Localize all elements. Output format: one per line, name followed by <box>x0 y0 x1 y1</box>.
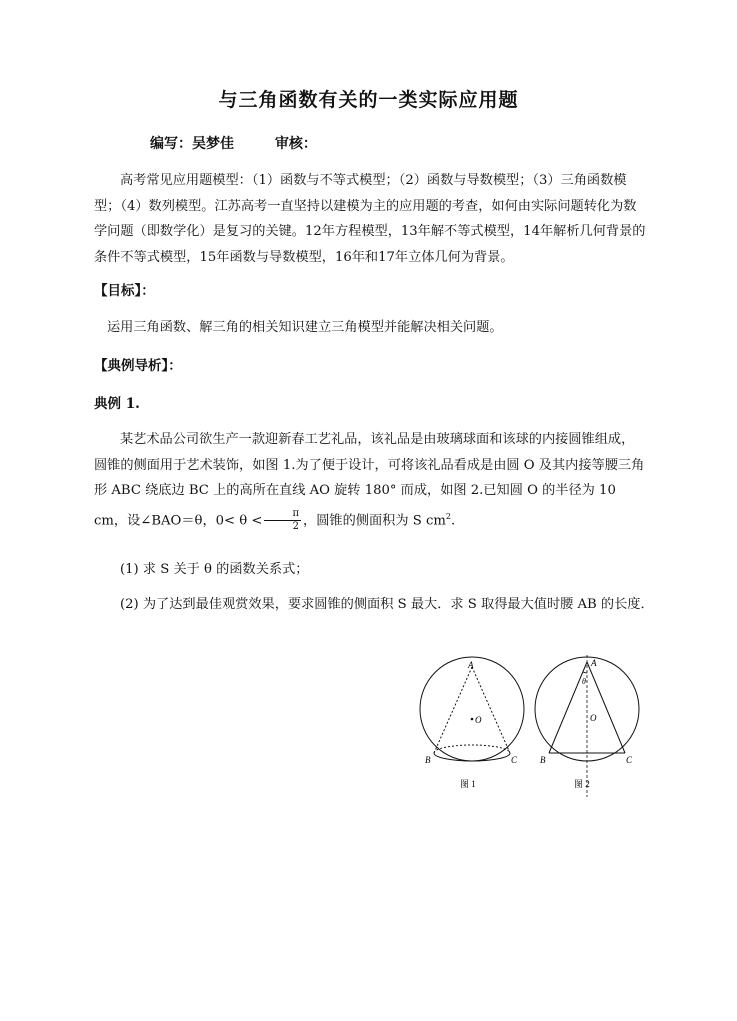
theta-arc <box>583 672 587 673</box>
label-o-2: O <box>590 713 597 723</box>
label-a-2: A <box>591 658 597 668</box>
goal-heading: 【目标】： <box>94 283 155 299</box>
intro-paragraph: 高考常见应用题模型：（1）函数与不等式模型；（2）函数与导数模型；（3）三角函数模型；（4）数列模型。江苏高考一直坚持以建模为主的应用题的考查，如何由实际问题转化为数学问题（即数学化）是复习的关键。12年方程模型，13年解不等式模型，14年解析几何背景的条件不等式模型，15年函数与导数模型，16年和17年立体几何为背景。 <box>94 173 646 265</box>
goal-text: 运用三角函数、解三角的相关知识建立三角模型并能解决相关问题。 <box>107 320 503 335</box>
fraction-denominator: 2 <box>292 520 299 532</box>
triangle-edge-ab <box>549 662 587 753</box>
superscript-two: 2 <box>445 511 451 521</box>
label-a-1: A <box>468 660 474 670</box>
pi-over-two-fraction <box>264 508 301 533</box>
figure-1 <box>420 657 524 789</box>
figure-2 <box>535 655 639 797</box>
label-o-1: O <box>475 715 482 725</box>
label-c-1: C <box>511 755 518 765</box>
example-problem <box>94 427 646 533</box>
label-b-1: B <box>425 755 431 765</box>
label-c-2: C <box>626 755 633 765</box>
cone-figures <box>412 652 652 802</box>
center-dot-1 <box>471 718 474 721</box>
author-line <box>150 133 353 153</box>
label-b-2: B <box>540 755 546 765</box>
question-2: (2) 为了达到最佳观赏效果，要求圆锥的侧面积 S 最大．求 S 取得最大值时腰 AB 的长度． <box>120 597 654 612</box>
page-title: 与三角函数有关的一类实际应用题 <box>218 89 519 111</box>
reviewer-label: 审核： <box>274 136 317 152</box>
writer-label: 编写：吴梦佳 <box>150 136 234 152</box>
cone-base-back <box>434 745 510 753</box>
question-1: (1) 求 S 关于 θ 的函数关系式； <box>120 562 309 577</box>
label-theta: θ <box>582 677 586 686</box>
fig1-caption: 图 1 <box>460 779 476 789</box>
cone-edge-ac-1 <box>472 667 510 753</box>
problem-text-end: . <box>450 512 456 528</box>
guide-heading: 【典例导析】： <box>94 358 182 374</box>
cone-edge-ab-1 <box>434 667 472 753</box>
problem-text: 某艺术品公司欲生产一款迎新春工艺礼品，该礼品是由玻璃球面和该球的内接圆锥组成，圆锥的侧面用于艺术装饰，如图 1.为了便于设计，可将该礼品看成是由圆 O 及其内接等腰三角形 ABC 绕底边 BC 上的高所在直线 AO 旋转 180° 而成，如图 2.已知圆 O 的半径为 10 cm，设∠BAO＝θ，0< θ < <box>94 432 645 528</box>
fig2-caption: 图 2 <box>574 779 590 789</box>
triangle-edge-ac <box>587 662 625 753</box>
example-heading: 典例 1. <box>94 396 140 412</box>
fraction-numerator: π <box>264 508 301 521</box>
problem-text-cont: ，圆锥的侧面积为 S cm <box>303 512 446 528</box>
